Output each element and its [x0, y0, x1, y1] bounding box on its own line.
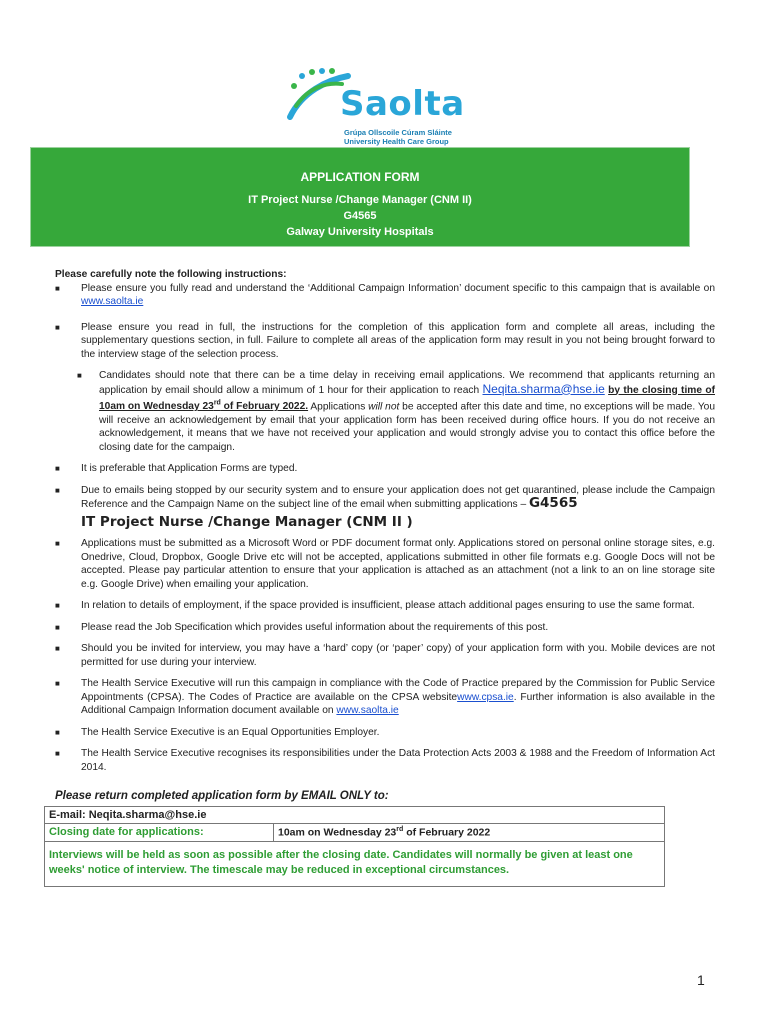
logo-subtitle: Grúpa Ollscoile Cúram Sláinte University Health Care Group — [344, 128, 452, 146]
bullet-icon: ■ — [55, 644, 60, 654]
instruction-item-10: ■ The Health Service Executive will run this campaign in compliance with the Code of Practice prepared by the Commission for Public Service Appointments (CPSA). The Codes of Practice are available on the CPSA websitewww.cpsa.ie. Further information is also available in the Additional Campaign Information document available on www.saolta.ie — [55, 678, 715, 717]
bullet-icon: ■ — [55, 727, 60, 737]
campaign-reference: G4565 — [343, 210, 377, 222]
contact-table — [44, 806, 665, 887]
bullet-icon: ■ — [55, 464, 60, 474]
return-heading: Please return completed application form by EMAIL ONLY to: — [55, 790, 389, 802]
bullet-icon: ■ — [55, 283, 60, 293]
bullet-icon: ■ — [55, 539, 60, 549]
campaign-ref-code: G4565 — [528, 495, 578, 512]
instruction-item-2: ■ Please ensure you read in full, the instructions for the completion of this application form and complete all areas, including the supplementary questions section, in full. Failure to complete all areas of the application form may result in you not being brought forward to the interview stage of the selection process. — [55, 321, 715, 360]
cpsa-link[interactable]: www.cpsa.ie — [457, 691, 514, 703]
instruction-item-9: ■ Should you be invited for interview, you may have a ‘hard’ copy (or ‘paper’ copy) of your application form with you. Mobile devices are not permitted for use during your interview. — [55, 643, 715, 668]
instruction-item-1: ■ Please ensure you fully read and understand the ‘Additional Campaign Information’ document specific to this campaign that is available on www.saolta.ie — [55, 282, 715, 307]
instruction-item-7: ■ In relation to details of employment, if the space provided is insufficient, please attach additional pages ensuring to use the same format. — [55, 600, 695, 612]
banner-details — [31, 192, 689, 240]
bullet-icon: ■ — [77, 371, 82, 380]
instruction-item-12: ■ The Health Service Executive recognises its responsibilities under the Data Protection Acts 2003 & 1988 and the Freedom of Information Act 2014. — [55, 748, 715, 773]
bullet-icon: ■ — [55, 679, 60, 689]
instruction-item-8: ■ Please read the Job Specification which provides useful information about the requirements of this post. — [55, 621, 549, 633]
title-banner — [30, 147, 690, 247]
hospital-name: Galway University Hospitals — [286, 226, 434, 238]
bullet-icon: ■ — [55, 322, 60, 332]
bullet-icon: ■ — [55, 601, 60, 611]
logo-wordmark: Saolta — [340, 84, 465, 124]
instructions-heading: Please carefully note the following instructions: — [55, 269, 287, 280]
interview-note: Interviews will be held as soon as possible after the closing date. Candidates will normally be given at least one weeks' notice of interview. The timescale may be reduced in exceptional circumstances. — [45, 841, 665, 886]
bullet-icon: ■ — [55, 485, 60, 495]
email-link[interactable]: Neqita.sharma@hse.ie — [482, 381, 605, 396]
closing-date-label: Closing date for applications: — [45, 824, 274, 842]
bullet-icon: ■ — [55, 749, 60, 759]
instruction-item-11: ■ The Health Service Executive is an Equal Opportunities Employer. — [55, 726, 380, 738]
instruction-item-5: ■ Due to emails being stopped by our security system and to ensure your application does not get quarantined, please include the Campaign Reference and the Campaign Name on the subject line of the email when submitting applications – G4565 IT Project Nurse /Change Manager (CNM II ) — [55, 484, 715, 530]
campaign-name: IT Project Nurse /Change Manager (CNM II ) — [81, 513, 413, 530]
form-title: APPLICATION FORM — [300, 170, 420, 184]
instructions-section — [55, 268, 715, 782]
saolta-link[interactable]: www.saolta.ie — [81, 296, 144, 307]
saolta-logo — [282, 62, 492, 146]
closing-date-value: 10am on Wednesday 23rd of February 2022 — [274, 824, 665, 842]
saolta-link-2[interactable]: www.saolta.ie — [336, 705, 399, 717]
instruction-item-6: ■ Applications must be submitted as a Microsoft Word or PDF document format only. Applications stored on personal online storage sites, e.g. Onedrive, Cloud, Dropbox, Google Drive etc will not be accepted, applications submitted in other file formats e.g. Google Docs will not be accepted. Please pay particular attention to ensure that your application is attached as an attachment (not a link to an on line storage site e.g. Google Drive) when emailing your application. — [55, 538, 715, 590]
page-number: 1 — [697, 972, 705, 988]
email-cell: E-mail: Neqita.sharma@hse.ie — [45, 807, 665, 824]
instruction-item-3: ■ Candidates should note that there can be a time delay in receiving email applications. We recommend that applicants returning an application by email should allow a minimum of 1 hour for their application to reach Neqita.sharma@hse.ie by the closing time of 10am on Wednesday 23rd of February 2022. Applications will not be accepted after this date and time, no exceptions will be made. You will receive an acknowledgement by email that your application form has been received during office hours. If you do not receive an acknowledgement, it means that we have not received your application and would strongly advise you to contact this office before the closing date for the campaign. — [77, 370, 716, 453]
bullet-icon: ■ — [55, 622, 60, 632]
instruction-item-4: ■ It is preferable that Application Forms are typed. — [55, 463, 298, 475]
job-title: IT Project Nurse /Change Manager (CNM II) — [248, 194, 472, 206]
